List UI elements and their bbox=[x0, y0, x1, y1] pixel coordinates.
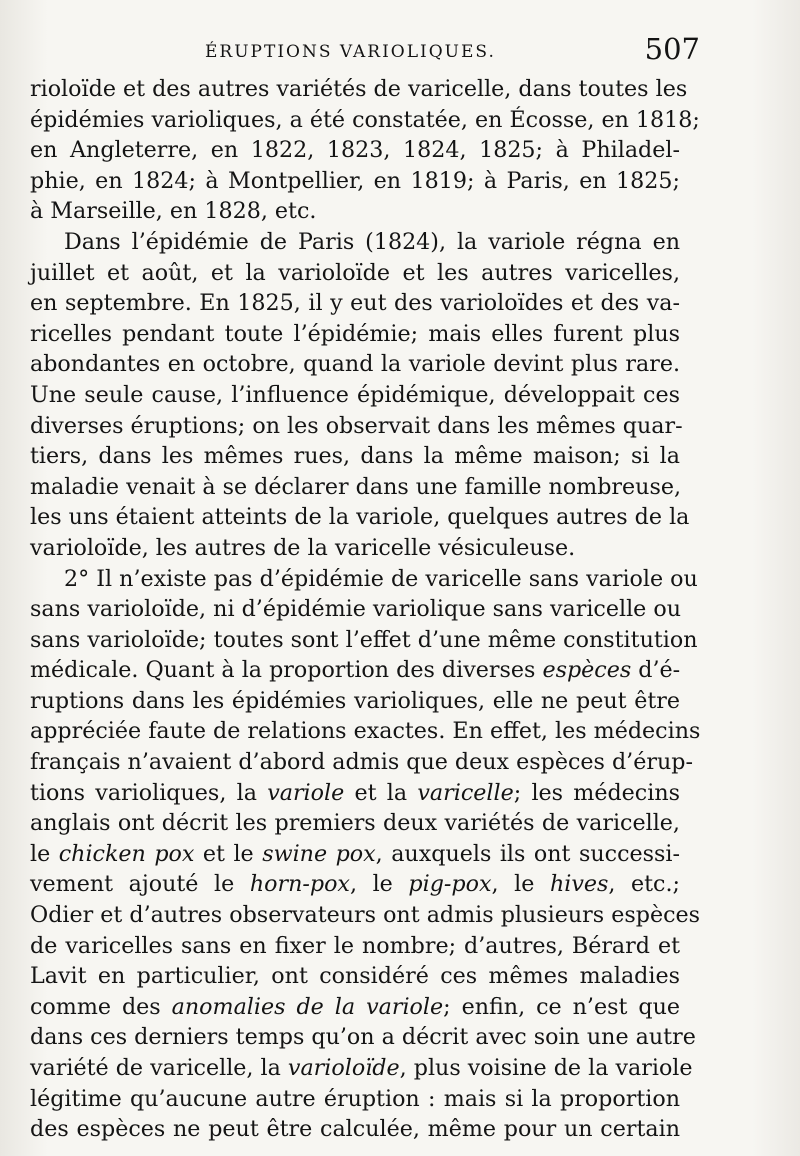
text-line: épidémies varioliques, a été constatée, en Écosse, en 1818; bbox=[30, 106, 700, 133]
text-line bbox=[30, 839, 680, 870]
italic-term: varioloïde bbox=[287, 1055, 400, 1081]
text-run: , auxquels ils ont successi- bbox=[375, 840, 680, 867]
text-run: , le bbox=[349, 871, 409, 898]
text-line: des espèces ne peut être calculée, même pour un certain bbox=[30, 1116, 680, 1143]
italic-term: anomalies de la variole bbox=[171, 993, 444, 1020]
text-line: de varicelles sans en fixer le nombre; d’autres, Bérard et bbox=[30, 932, 680, 959]
text-line: français n’avaient d’abord admis que deux espèces d’érup- bbox=[30, 749, 693, 776]
text-line: maladie venait à se déclarer dans une famille nombreuse, bbox=[30, 473, 682, 500]
text-run: , le bbox=[491, 871, 550, 898]
text-line: Odier et d’autres observateurs ont admis plusieurs espèces bbox=[30, 902, 701, 929]
text-line bbox=[30, 655, 680, 686]
text-run: , etc.; bbox=[608, 871, 681, 898]
page-number: 507 bbox=[644, 32, 700, 66]
text-line: sans varioloïde; toutes sont l’effet d’une même constitution bbox=[30, 626, 698, 653]
text-line: ruptions dans les épidémies varioliques, elle ne peut être bbox=[30, 687, 680, 714]
italic-term: chicken pox bbox=[58, 840, 195, 867]
text-run: vement ajouté le bbox=[30, 871, 250, 898]
text-run: variété de varicelle, la bbox=[30, 1055, 288, 1081]
text-line: Lavit en particulier, ont considéré ces mêmes maladies bbox=[30, 963, 680, 990]
text-line: les uns étaient atteints de la variole, quelques autres de la bbox=[30, 504, 690, 531]
text-run: médicale. Quant à la proportion des diverses bbox=[30, 657, 543, 684]
italic-term: espèces bbox=[542, 657, 632, 684]
text-run: , plus voisine de la variole bbox=[399, 1055, 693, 1081]
text-run: ; les médecins bbox=[513, 779, 680, 806]
text-line: dans ces derniers temps qu’on a décrit avec soin une autre bbox=[30, 1024, 696, 1051]
body-text bbox=[30, 74, 701, 1145]
italic-term: pig-pox bbox=[408, 871, 492, 898]
text-line: 2° Il n’existe pas d’épidémie de varicelle sans variole ou bbox=[64, 565, 698, 592]
text-line: appréciée faute de relations exactes. En effet, les médecins bbox=[30, 718, 701, 745]
running-title: ÉRUPTIONS VARIOLIQUES. bbox=[205, 42, 496, 62]
text-run: et la bbox=[344, 779, 418, 806]
text-line: tiers, dans les mêmes rues, dans la même maison; si la bbox=[30, 443, 680, 470]
text-run: et le bbox=[194, 840, 263, 867]
text-line: Une seule cause, l’influence épidémique, développait ces bbox=[30, 381, 680, 408]
text-line: à Marseille, en 1828, etc. bbox=[30, 198, 317, 225]
text-line: phie, en 1824; à Montpellier, en 1819; à Paris, en 1825; bbox=[30, 167, 680, 194]
text-run: comme des bbox=[30, 993, 172, 1020]
text-run: le bbox=[30, 840, 59, 867]
text-line: légitime qu’aucune autre éruption : mais si la proportion bbox=[30, 1085, 680, 1112]
text-line bbox=[30, 1053, 693, 1084]
text-run: ; enfin, ce n’est que bbox=[443, 993, 680, 1020]
text-line: rioloïde et des autres variétés de varicelle, dans toutes les bbox=[30, 76, 688, 102]
text-line bbox=[30, 778, 680, 809]
text-line bbox=[30, 869, 680, 900]
text-line: en Angleterre, en 1822, 1823, 1824, 1825; à Philadel- bbox=[30, 137, 680, 164]
text-line: abondantes en octobre, quand la variole devint plus rare. bbox=[30, 351, 680, 378]
text-line: anglais ont décrit les premiers deux variétés de varicelle, bbox=[30, 810, 680, 837]
text-run: tions varioliques, la bbox=[30, 779, 268, 806]
italic-term: variole bbox=[267, 779, 345, 806]
text-line bbox=[30, 992, 680, 1023]
text-line: en septembre. En 1825, il y eut des varioloïdes et des va- bbox=[30, 290, 680, 317]
italic-term: horn-pox bbox=[249, 871, 350, 898]
italic-term: varicelle bbox=[417, 779, 514, 806]
text-line: ricelles pendant toute l’épidémie; mais elles furent plus bbox=[30, 320, 680, 347]
text-line: diverses éruptions; on les observait dans les mêmes quar- bbox=[30, 412, 683, 439]
text-line: sans varioloïde, ni d’épidémie variolique sans varicelle ou bbox=[30, 596, 682, 623]
text-run: d’é- bbox=[631, 657, 681, 684]
page-header bbox=[150, 30, 700, 66]
text-line: Dans l’épidémie de Paris (1824), la variole régna en bbox=[64, 228, 680, 255]
italic-term: hives bbox=[549, 871, 609, 898]
text-line: juillet et août, et la varioloïde et les autres varicelles, bbox=[30, 259, 680, 286]
italic-term: swine pox bbox=[262, 840, 376, 867]
text-line: varioloïde, les autres de la varicelle vésiculeuse. bbox=[30, 534, 576, 561]
